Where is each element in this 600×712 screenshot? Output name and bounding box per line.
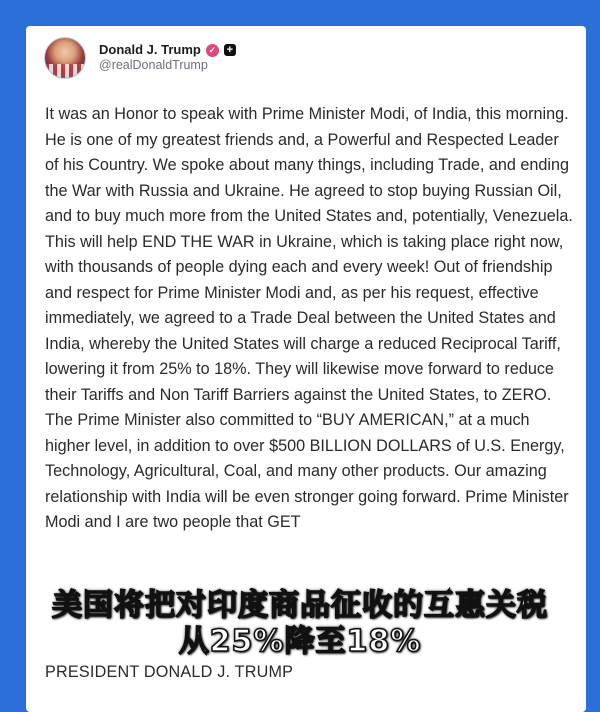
- post-body: It was an Honor to speak with Prime Minister Modi, of India, this morning. He is one of my greatest friends and, a Powerful and Respected Leader of his Country. We spoke about many things, including Trade, and ending the War with Russia and Ukraine. He agreed to stop buying Russian Oil, and to buy much more from the United States and, potentially, Venezuela. This will help END THE WAR in Ukraine, which is taking place right now, with thousands of people dying each and every week! Out of friendship and respect for Prime Minister Modi and, as per his request, effective immediately, we agreed to a Trade Deal between the United States and India, whereby the United States will charge a reduced Reciprocal Tariff, lowering it from 25% to 18%. They will likewise move forward to reduce their Tariffs and Non Tariff Barriers against the United States, to ZERO. The Prime Minister also committed to “BUY AMERICAN,” at a much higher level, in addition to over $500 BILLION DOLLARS of U.S. Energy, Technology, Agricultural, Coal, and many other products. Our amazing relationship with India will be even stronger going forward. Prime Minister Modi and I are two people that GET: [45, 105, 573, 531]
- verified-badge-icon: ✓: [206, 44, 219, 57]
- author-handle[interactable]: @realDonaldTrump: [99, 58, 208, 73]
- name-row: [99, 42, 236, 58]
- subtitle-line-2: 从25%降至18%: [178, 624, 422, 659]
- post-header: [44, 38, 236, 78]
- avatar[interactable]: [44, 37, 86, 79]
- post-signature: PRESIDENT DONALD J. TRUMP: [45, 663, 294, 681]
- author-info: [99, 42, 236, 74]
- plus-icon[interactable]: +: [224, 44, 236, 56]
- subtitle-line-1: 美国将把对印度商品征收的互惠关税: [52, 588, 548, 623]
- author-name[interactable]: Donald J. Trump: [99, 42, 201, 58]
